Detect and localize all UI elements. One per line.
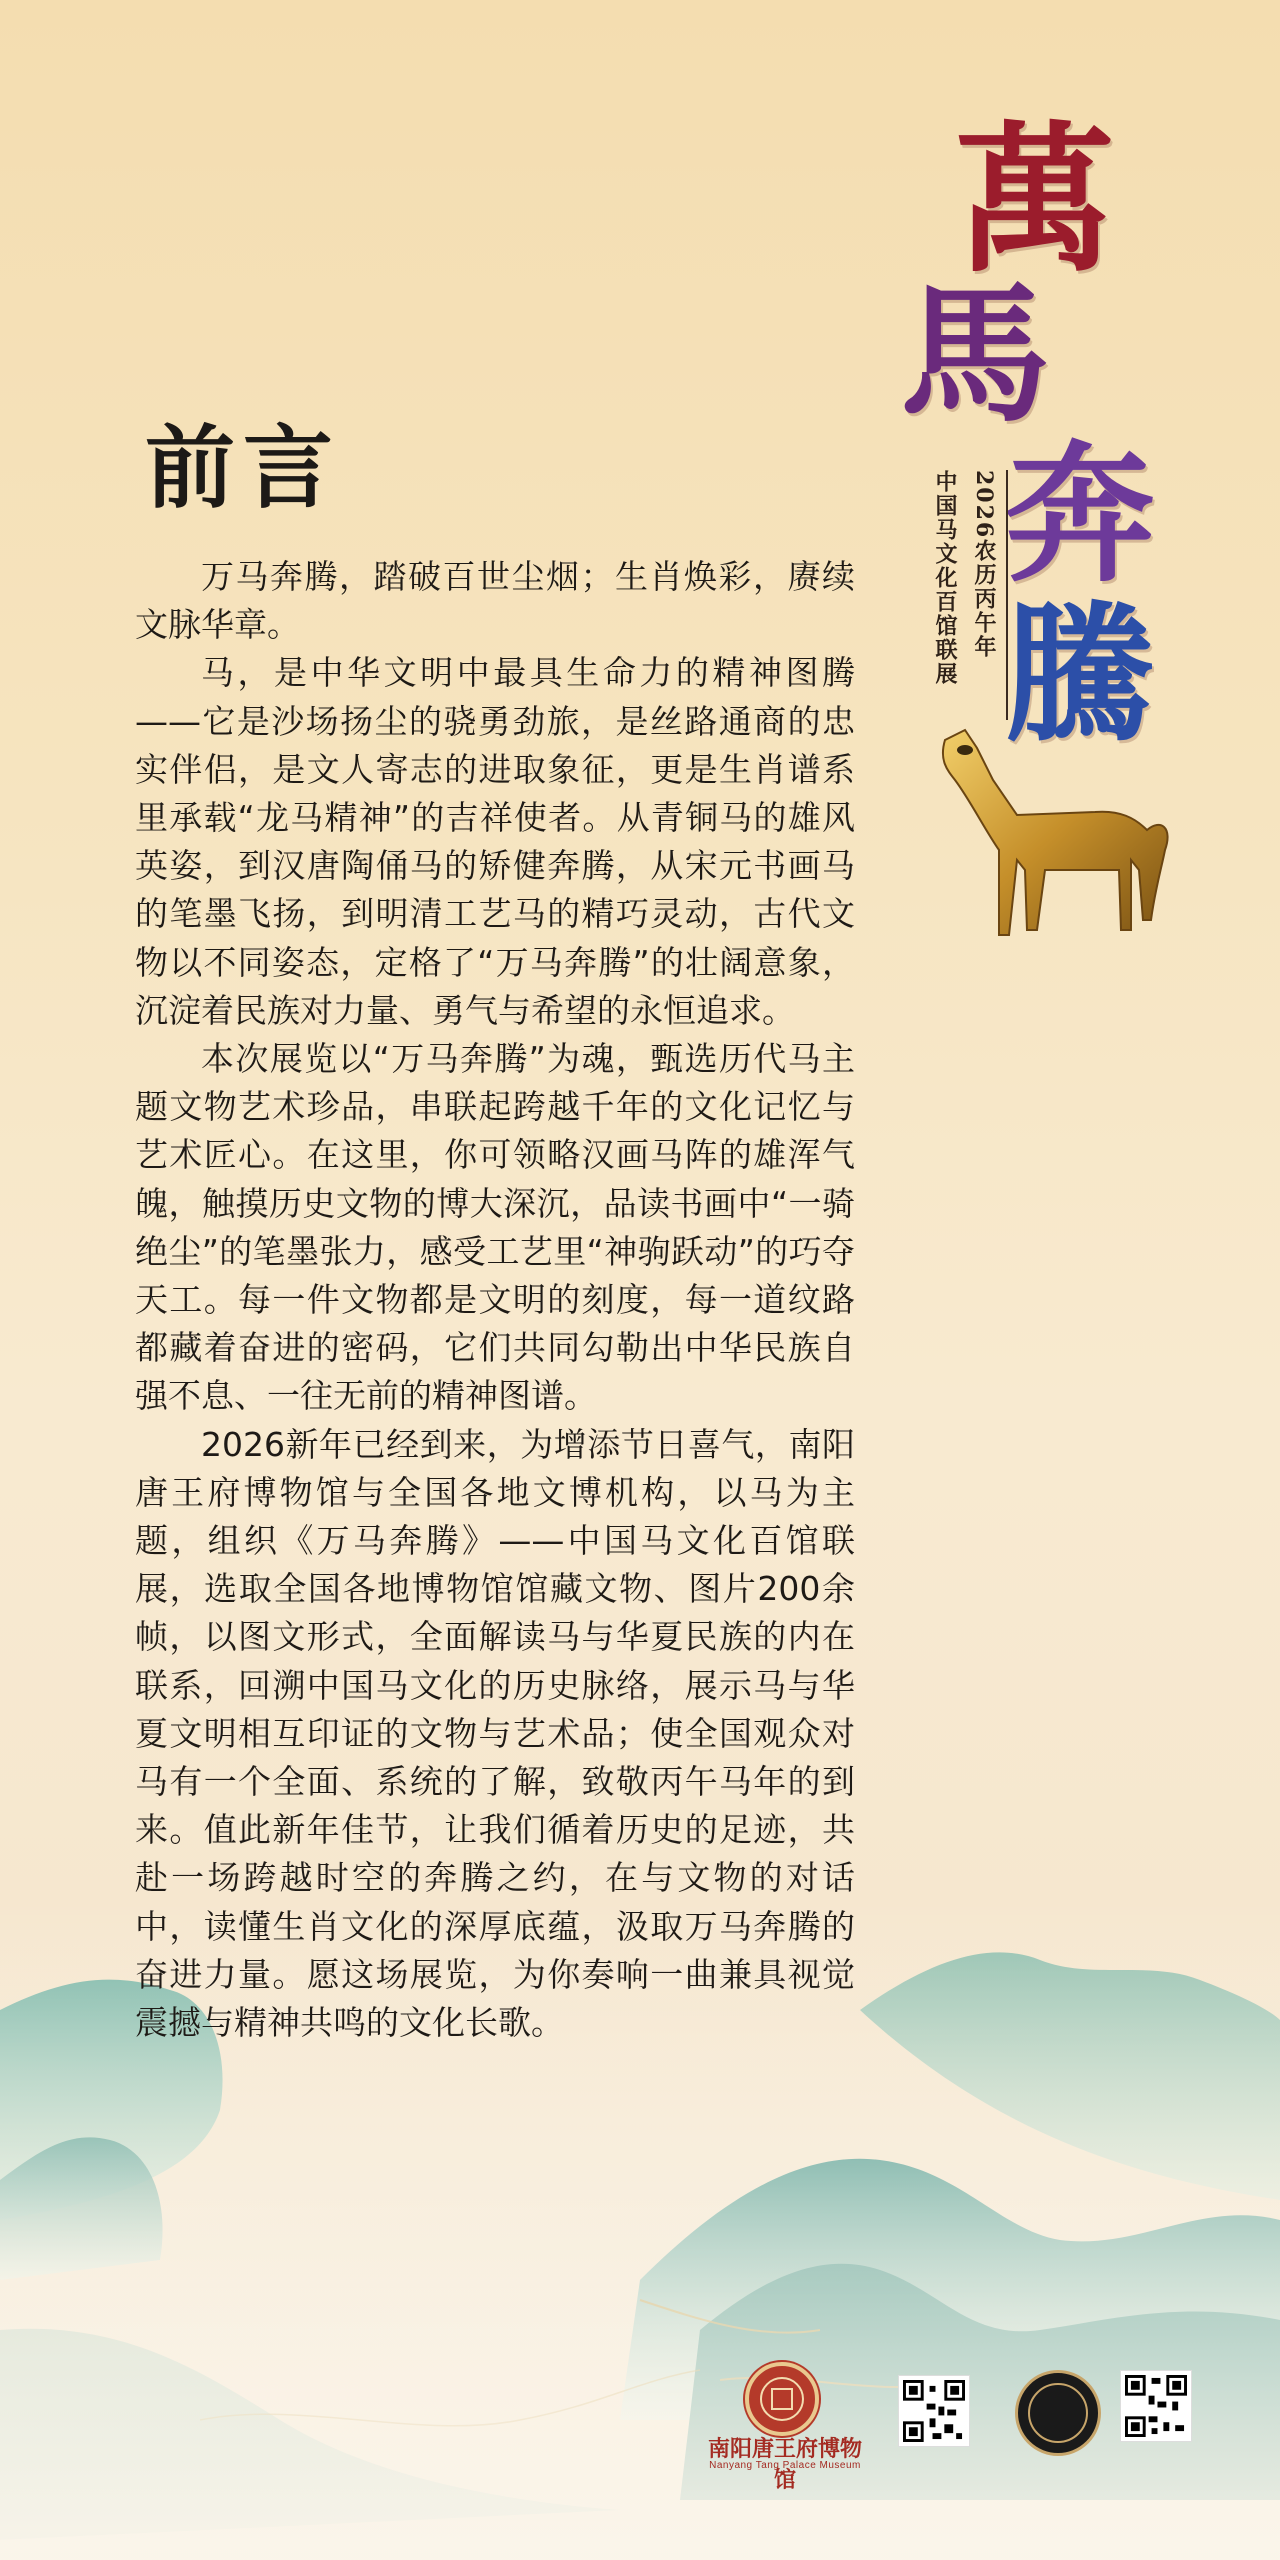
preface-paragraph-1: 万马奔腾，踏破百世尘烟；生肖焕彩，赓续文脉华章。 xyxy=(135,557,855,645)
preface-body xyxy=(135,553,855,2047)
preface-paragraph-3: 本次展览以“万马奔腾”为魂，甄选历代马主题文物艺术珍品，串联起跨越千年的文化记忆与艺术匠心。在这里，你可领略汉画马阵的雄浑气魄，触摸历史文物的博大深沉，品读书画中“一骑绝尘”的笔墨张力，感受工艺里“神驹跃动”的巧夺天工。每一件文物都是文明的刻度，每一道纹路都藏着奋进的密码，它们共同勾勒出中华民族自强不息、一往无前的精神图谱。 xyxy=(135,1039,855,1416)
preface-heading: 前言 xyxy=(145,415,341,521)
title-char-2: 馬 xyxy=(900,267,1051,443)
bronze-horse-image xyxy=(925,720,1185,950)
subtitle-line-1: 2026农历丙午年 xyxy=(971,470,997,660)
preface-paragraph-4: 2026新年已经到来，为增添节日喜气，南阳唐王府博物馆与全国各地文博机构，以马为主题，组织《万马奔腾》——中国马文化百馆联展，选取全国各地博物馆馆藏文物、图片200余帧，以图文形式，全面解读马与华夏民族的内在联系，回溯中国马文化的历史脉络，展示马与华夏文明相互印证的文物与艺术品；使全国观众对马有一个全面、系统的了解，致敬丙午马年的到来。值此新年佳节，让我们循着历史的足迹，共赴一场跨越时空的奔腾之约，在与文物的对话中，读懂生肖文化的深厚底蕴，汲取万马奔腾的奋进力量。愿这场展览，为你奏响一曲兼具视觉震撼与精神共鸣的文化长歌。 xyxy=(135,1424,855,2043)
museum-name-en: Nanyang Tang Palace Museum xyxy=(709,2460,861,2471)
museum-logo-icon xyxy=(745,2362,819,2436)
qr-code-icon[interactable] xyxy=(898,2375,970,2447)
title-char-4: 騰 xyxy=(1005,587,1156,763)
partner-seal-icon xyxy=(1015,2370,1101,2456)
museum-name: 南阳唐王府博物馆 xyxy=(707,2436,862,2493)
subtitle-line-2: 中国马文化百馆联展 xyxy=(932,470,958,686)
preface-paragraph-2: 马，是中华文明中最具生命力的精神图腾——它是沙场扬尘的骁勇劲旅，是丝路通商的忠实伴侣，是文人寄志的进取象征，更是生肖谱系里承载“龙马精神”的吉祥使者。从青铜马的雄风英姿，到汉唐陶俑马的矫健奔腾，从宋元书画马的笔墨飞扬，到明清工艺马的精巧灵动，古代文物以不同姿态，定格了“万马奔腾”的壮阔意象，沉淀着民族对力量、勇气与希望的永恒追求。 xyxy=(135,653,855,1030)
qr-code-icon[interactable] xyxy=(1120,2370,1192,2442)
title-char-1: 萬 xyxy=(955,106,1116,294)
footer-bar xyxy=(0,2340,1280,2540)
title-char-3: 奔 xyxy=(1005,427,1156,603)
exhibition-subtitle xyxy=(930,470,1008,720)
